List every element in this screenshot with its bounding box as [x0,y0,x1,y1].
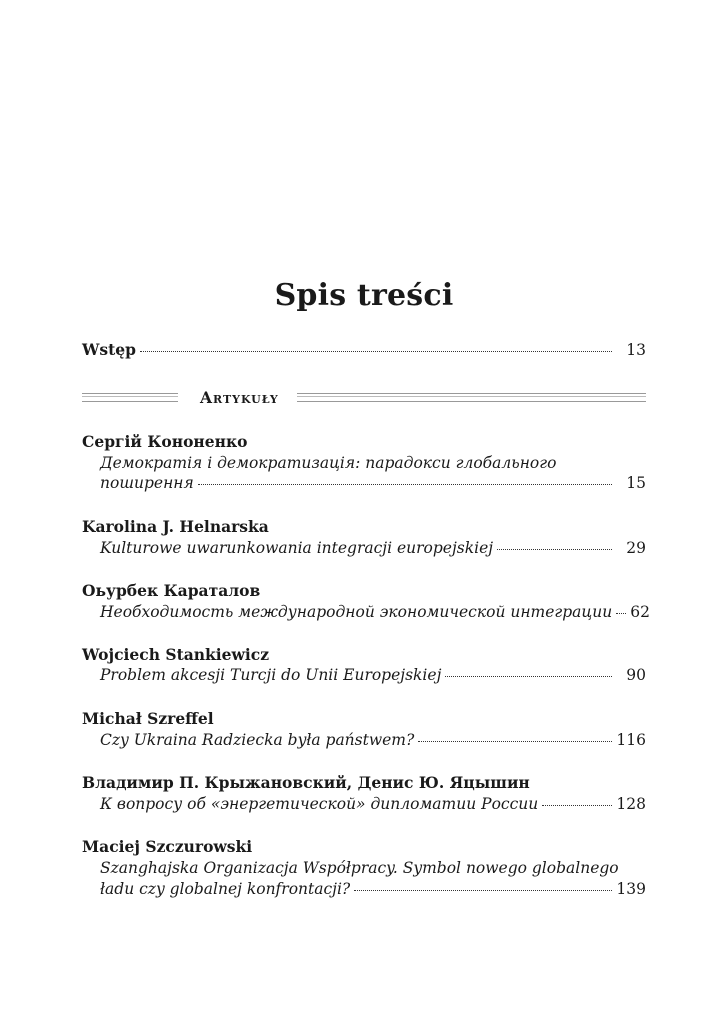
page-number: 13 [626,341,646,359]
toc-author: Karolina J. Helnarska [82,517,269,536]
ornament-rule-left [82,393,178,402]
page-number: 116 [616,731,646,749]
toc-author: Владимир П. Крыжановский, Денис Ю. Яцышин [82,773,530,792]
dot-leader [198,484,612,485]
page-number: 15 [626,474,646,492]
toc-title-line: Problem akcesji Turcji do Unii Europejskiej [100,666,442,684]
toc-entry[interactable] [100,539,646,557]
toc-entry[interactable] [100,880,646,898]
toc-title-line: ładu czy globalnej konfrontacji? [100,880,351,898]
dot-leader [445,676,612,677]
toc-author: Wojciech Stankiewicz [82,645,270,664]
page-number: 90 [626,666,646,684]
toc-title-line: Kulturowe uwarunkowania integracji europejskiej [100,539,494,557]
toc-title-line: К вопросу об «энергетической» дипломатии России [100,795,539,813]
toc-entry[interactable] [100,474,646,492]
toc-title-line[interactable]: Демократія і демократизація: парадокси глобального [100,454,557,472]
page-number: 139 [616,880,646,898]
dot-leader [140,351,612,352]
toc-entry[interactable] [100,795,646,813]
toc-title-line[interactable]: Szanghajska Organizacja Współpracy. Symbol nowego globalnego [100,859,619,877]
toc-title-line: Необходимость международной экономической интеграции [100,603,613,621]
dot-leader [616,613,626,614]
toc-entry[interactable] [100,666,646,684]
toc-author: Сергій Кононенко [82,432,248,451]
toc-author: Maciej Szczurowski [82,837,253,856]
page-title: Spis treści [274,278,454,313]
toc-title-line: Czy Ukraina Radziecka była państwem? [100,731,415,749]
dot-leader [418,741,612,742]
section-header [82,384,646,410]
toc-author: Michał Szreffel [82,709,214,728]
toc-entry[interactable] [100,603,650,621]
dot-leader [354,890,612,891]
toc-author: Оьурбек Караталов [82,581,261,600]
toc-title-line: поширення [100,474,194,492]
section-label: Artykuły [200,387,279,407]
page-number: 29 [626,539,646,557]
toc-entry-intro[interactable] [82,340,646,359]
toc-entry-label: Wstęp [82,340,136,359]
page-number: 62 [630,603,650,621]
ornament-rule-right [297,393,646,402]
page-number: 128 [616,795,646,813]
dot-leader [542,805,612,806]
dot-leader [497,549,612,550]
toc-entry[interactable] [100,731,646,749]
